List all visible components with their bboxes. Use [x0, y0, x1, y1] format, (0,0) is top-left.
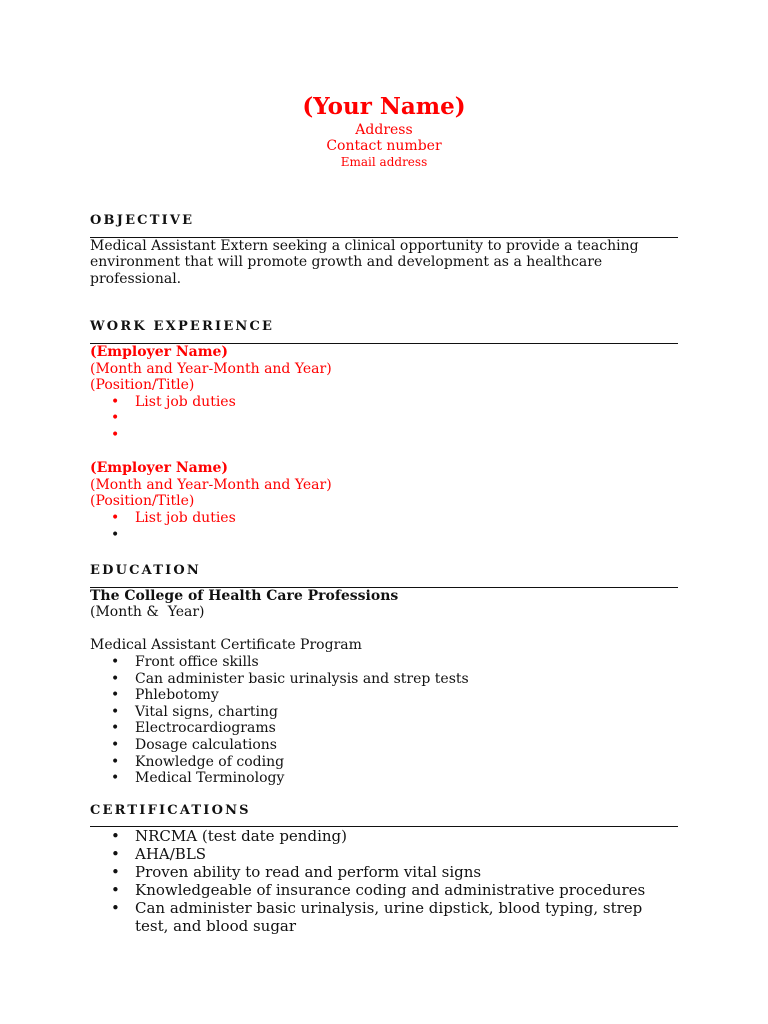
bullet-icon: • [111, 827, 120, 846]
bullet-icon: • [111, 410, 120, 427]
list-item: • Electrocardiograms [111, 720, 276, 737]
bullet-icon: • [111, 845, 120, 864]
employer-name: (Employer Name) [90, 343, 229, 360]
list-item: • AHA/BLS [111, 845, 207, 864]
bullet-icon: • [111, 526, 120, 543]
list-item [90, 410, 678, 427]
bullet-icon: • [111, 899, 120, 918]
bullet-icon: • [111, 881, 120, 900]
job-position: (Position/Title) [90, 377, 195, 394]
list-item: • Knowledge of coding [111, 753, 285, 770]
bullet-icon: • [111, 426, 120, 443]
work-section [90, 319, 678, 543]
list-item: • Can administer basic urinalysis, urine dipstick, blood typing, strep test, and blood sugar [111, 899, 643, 936]
bullet-icon: • [111, 737, 120, 754]
bullet-icon: • [111, 509, 120, 526]
bullet-icon: • [111, 863, 120, 882]
education-date: (Month & Year) [90, 604, 205, 621]
job-duties-list [90, 510, 678, 543]
list-item [90, 527, 678, 544]
bullet-icon: • [111, 393, 120, 410]
job-position: (Position/Title) [90, 493, 195, 510]
list-item: • Dosage calculations [111, 737, 277, 754]
list-item: • Front office skills [111, 654, 259, 671]
program-name: Medical Assistant Certificate Program [90, 637, 362, 654]
list-item: • Vital signs, charting [111, 703, 278, 720]
bullet-icon: • [111, 720, 120, 737]
list-item: • List job duties [111, 509, 236, 526]
skills-list [90, 654, 678, 787]
objective-text: Medical Assistant Extern seeking a clinical opportunity to provide a teaching environment that will promote growth and development as a healthcare professional. [90, 237, 639, 287]
education-section [90, 563, 678, 787]
list-item: • List job duties [111, 393, 236, 410]
contact-line: Contact number [326, 138, 442, 154]
list-item: • Phlebotomy [111, 687, 219, 704]
resume-header [0, 92, 768, 170]
certifications-heading: CERTIFICATIONS [90, 803, 678, 828]
employer-name: (Employer Name) [90, 460, 229, 477]
education-heading: EDUCATION [90, 563, 678, 588]
objective-heading: OBJECTIVE [90, 213, 678, 238]
work-heading: WORK EXPERIENCE [90, 319, 678, 344]
job-dates: (Month and Year-Month and Year) [90, 360, 332, 377]
list-item [90, 427, 678, 444]
list-item: • Medical Terminology [111, 770, 285, 787]
school-name: The College of Health Care Professions [90, 587, 399, 604]
list-item: • Proven ability to read and perform vital signs [111, 863, 482, 882]
objective-section [90, 213, 678, 287]
resume-body [90, 213, 678, 935]
certifications-list [90, 827, 678, 935]
job-entry [90, 344, 678, 444]
list-item: • NRCMA (test date pending) [111, 827, 347, 846]
address-line: Address [355, 122, 413, 138]
list-item: • Can administer basic urinalysis and strep tests [111, 670, 469, 687]
bullet-icon: • [111, 654, 120, 671]
job-dates: (Month and Year-Month and Year) [90, 476, 332, 493]
job-duties-list [90, 394, 678, 444]
certifications-section [90, 803, 678, 936]
bullet-icon: • [111, 670, 120, 687]
list-item: • Knowledgeable of insurance coding and administrative procedures [111, 881, 646, 900]
candidate-name: (Your Name) [302, 93, 466, 120]
email-line: Email address [340, 155, 428, 169]
bullet-icon: • [111, 703, 120, 720]
bullet-icon: • [111, 687, 120, 704]
bullet-icon: • [111, 753, 120, 770]
bullet-icon: • [111, 770, 120, 787]
job-entry [90, 460, 678, 543]
